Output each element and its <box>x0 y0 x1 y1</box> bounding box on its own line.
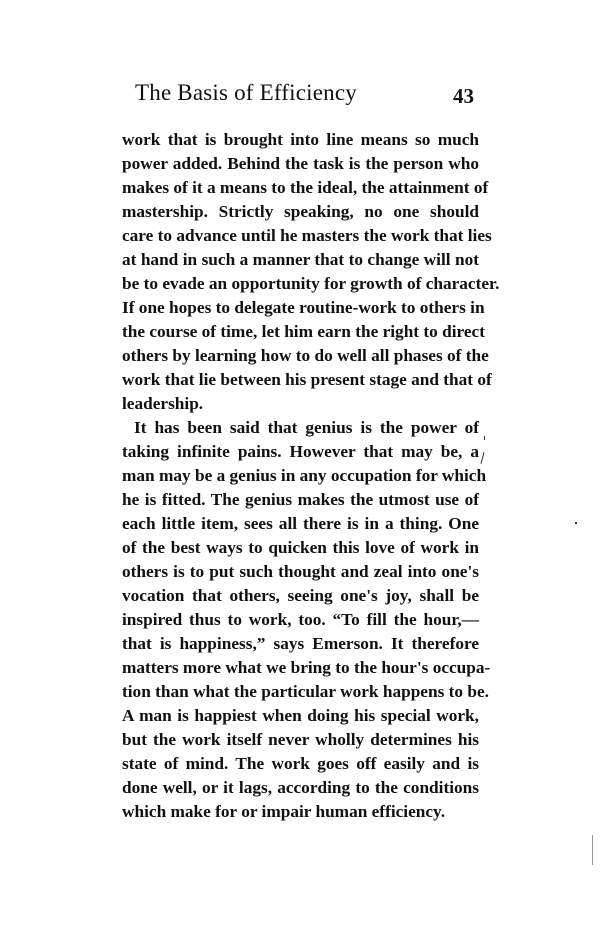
page-body <box>122 128 500 824</box>
paragraph <box>122 416 491 824</box>
scan-speck <box>484 436 485 440</box>
text-line: of the best ways to quicken this love of work in <box>122 538 479 557</box>
text-line: state of mind. The work goes off easily and is <box>122 754 479 773</box>
text-line: which make for or impair human efficiency. <box>122 802 446 821</box>
text-line: A man is happiest when doing his special work, <box>122 706 479 725</box>
text-line: others is to put such thought and zeal into one's <box>122 562 479 581</box>
scan-speck <box>575 522 577 524</box>
text-line: he is fitted. The genius makes the utmost use of <box>122 490 479 509</box>
text-line: that is happiness,” says Emerson. It therefore <box>122 634 479 653</box>
text-line: mastership. Strictly speaking, no one should <box>122 202 479 221</box>
text-line: at hand in such a manner that to change will not <box>122 250 479 269</box>
text-line: care to advance until he masters the work that lies <box>122 226 492 245</box>
text-line: be to evade an opportunity for growth of character. <box>122 274 500 293</box>
text-line: but the work itself never wholly determines his <box>122 730 479 749</box>
running-header-title: The Basis of Efficiency <box>135 80 357 105</box>
text-line: work that lie between his present stage and that of <box>122 370 492 389</box>
text-line: done well, or it lags, according to the conditions <box>122 778 479 797</box>
text-line: work that is brought into line means so much <box>122 130 479 149</box>
text-line: taking infinite pains. However that may be, a <box>122 442 479 461</box>
text-line: tion than what the particular work happens to be. <box>122 682 489 701</box>
scan-edge <box>592 835 593 865</box>
text-line: vocation that others, seeing one's joy, shall be <box>122 586 479 605</box>
text-line: If one hopes to delegate routine-work to others in <box>122 298 485 317</box>
text-line: the course of time, let him earn the right to direct <box>122 322 485 341</box>
page-number: 43 <box>453 84 474 108</box>
text-line: man may be a genius in any occupation for which <box>122 466 487 485</box>
text-line: matters more what we bring to the hour's occupa- <box>122 658 491 677</box>
text-line: leadership. <box>122 394 204 413</box>
text-line: others by learning how to do well all phases of the <box>122 346 489 365</box>
text-line: It has been said that genius is the power of <box>134 418 479 437</box>
text-line: inspired thus to work, too. “To fill the hour,— <box>122 610 479 629</box>
text-line: each little item, sees all there is in a thing. One <box>122 514 479 533</box>
paragraph <box>122 128 500 416</box>
text-line: power added. Behind the task is the person who <box>122 154 479 173</box>
text-line: makes of it a means to the ideal, the attainment of <box>122 178 489 197</box>
scan-speck <box>480 452 484 464</box>
